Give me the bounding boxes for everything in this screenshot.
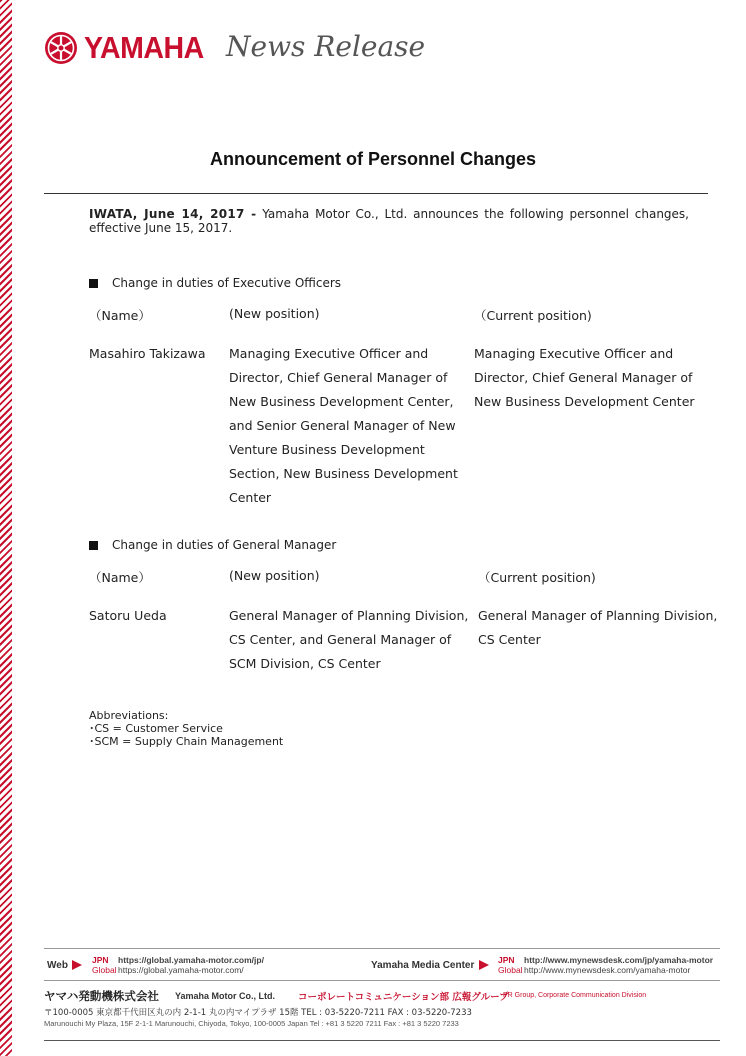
text-line: Managing Executive Officer and bbox=[229, 346, 429, 361]
department-en: PR Group, Corporate Communication Division bbox=[503, 992, 647, 999]
square-bullet-icon bbox=[89, 541, 98, 550]
column-header-name: （Name） bbox=[89, 308, 151, 323]
yamaha-logo bbox=[44, 26, 214, 70]
text-line: Director, Chief General Manager of bbox=[474, 370, 693, 385]
intro-paragraph bbox=[89, 207, 689, 235]
intro-dateline: IWATA, June 14, 2017 - bbox=[89, 207, 257, 221]
text-line: Director, Chief General Manager of bbox=[229, 370, 448, 385]
current-position-text bbox=[474, 342, 724, 414]
media-center-label: Yamaha Media Center bbox=[371, 960, 475, 971]
abbreviation-item: ･CS = Customer Service bbox=[89, 722, 223, 735]
red-arrow-icon bbox=[72, 960, 82, 970]
company-name-jp: ヤマハ発動機株式会社 bbox=[44, 989, 159, 1003]
text-line: CS Center, and General Manager of bbox=[229, 632, 452, 647]
section-heading-general-manager bbox=[89, 538, 336, 552]
title-divider bbox=[44, 193, 708, 194]
column-header-current-position: （Current position) bbox=[474, 308, 592, 323]
abbreviations-block bbox=[89, 709, 283, 748]
media-jpn-link[interactable]: http://www.mynewsdesk.com/jp/yamaha-motor bbox=[524, 955, 714, 965]
text-line: Venture Business Development bbox=[229, 442, 425, 457]
current-position-text bbox=[478, 604, 733, 652]
column-header-name: （Name） bbox=[89, 570, 151, 585]
person-name: Masahiro Takizawa bbox=[89, 346, 206, 361]
section-heading-executive-officers bbox=[89, 276, 341, 290]
person-name: Satoru Ueda bbox=[89, 608, 167, 623]
text-line: CS Center bbox=[478, 632, 541, 647]
abbreviations-label: Abbreviations: bbox=[89, 709, 169, 722]
footer-divider-middle bbox=[44, 980, 720, 981]
jpn-tag: JPN bbox=[498, 955, 515, 965]
column-header-new-position: (New position) bbox=[229, 568, 320, 583]
address-jp: 〒100-0005 東京都千代田区丸の内 2-1-1 丸の内マイプラザ 15階 TEL : 03-5220-7211 FAX : 03-5220-7233 bbox=[44, 1008, 472, 1018]
square-bullet-icon bbox=[89, 279, 98, 288]
jpn-tag: JPN bbox=[92, 955, 109, 965]
abbreviation-item: ･SCM = Supply Chain Management bbox=[89, 735, 284, 748]
web-urls bbox=[92, 955, 264, 975]
text-line: Managing Executive Officer and bbox=[474, 346, 674, 361]
web-jpn-link[interactable]: https://global.yamaha-motor.com/jp/ bbox=[118, 955, 264, 965]
web-global-link[interactable]: https://global.yamaha-motor.com/ bbox=[118, 965, 244, 975]
section-heading-text: Change in duties of General Manager bbox=[112, 538, 337, 552]
company-name-en: Yamaha Motor Co., Ltd. bbox=[175, 991, 276, 1001]
text-line: Section, New Business Development bbox=[229, 466, 458, 481]
tuning-fork-emblem-icon bbox=[44, 31, 78, 65]
text-line: New Business Development Center bbox=[474, 394, 695, 409]
intro-text: Yamaha Motor Co., Ltd. announces the following personnel changes, effective June 15, 2017. bbox=[89, 207, 689, 235]
red-arrow-icon bbox=[479, 960, 489, 970]
page-title: Announcement of Personnel Changes bbox=[209, 149, 537, 169]
text-line: General Manager of Planning Division, bbox=[478, 608, 718, 623]
department-jp: コーポレートコミュニケーション部 広報グループ bbox=[298, 992, 509, 1003]
new-position-text bbox=[229, 342, 469, 510]
global-tag: Global bbox=[498, 965, 523, 975]
new-position-text bbox=[229, 604, 477, 676]
web-label: Web bbox=[47, 960, 68, 971]
text-line: and Senior General Manager of New bbox=[229, 418, 456, 433]
text-line: Center bbox=[229, 490, 272, 505]
column-header-new-position: (New position) bbox=[229, 306, 320, 321]
column-header-current-position: （Current position) bbox=[478, 570, 596, 585]
media-global-link[interactable]: http://www.mynewsdesk.com/yamaha-motor bbox=[524, 965, 691, 975]
text-line: New Business Development Center, bbox=[229, 394, 454, 409]
footer-divider-bottom bbox=[44, 1040, 720, 1041]
footer-divider-top bbox=[44, 948, 720, 949]
media-urls bbox=[498, 955, 713, 975]
news-release-tagline: News Release bbox=[226, 30, 426, 63]
section-heading-text: Change in duties of Executive Officers bbox=[112, 276, 342, 290]
address-en: Marunouchi My Plaza, 15F 2-1-1 Marunouchi, Chiyoda, Tokyo, 100-0005 Japan Tel : +81 3 5220 7211 Fax : +81 3 5220 7233 bbox=[44, 1019, 459, 1028]
global-tag: Global bbox=[92, 965, 117, 975]
text-line: SCM Division, CS Center bbox=[229, 656, 381, 671]
text-line: General Manager of Planning Division, bbox=[229, 608, 469, 623]
brand-wordmark: YAMAHA bbox=[84, 30, 204, 65]
